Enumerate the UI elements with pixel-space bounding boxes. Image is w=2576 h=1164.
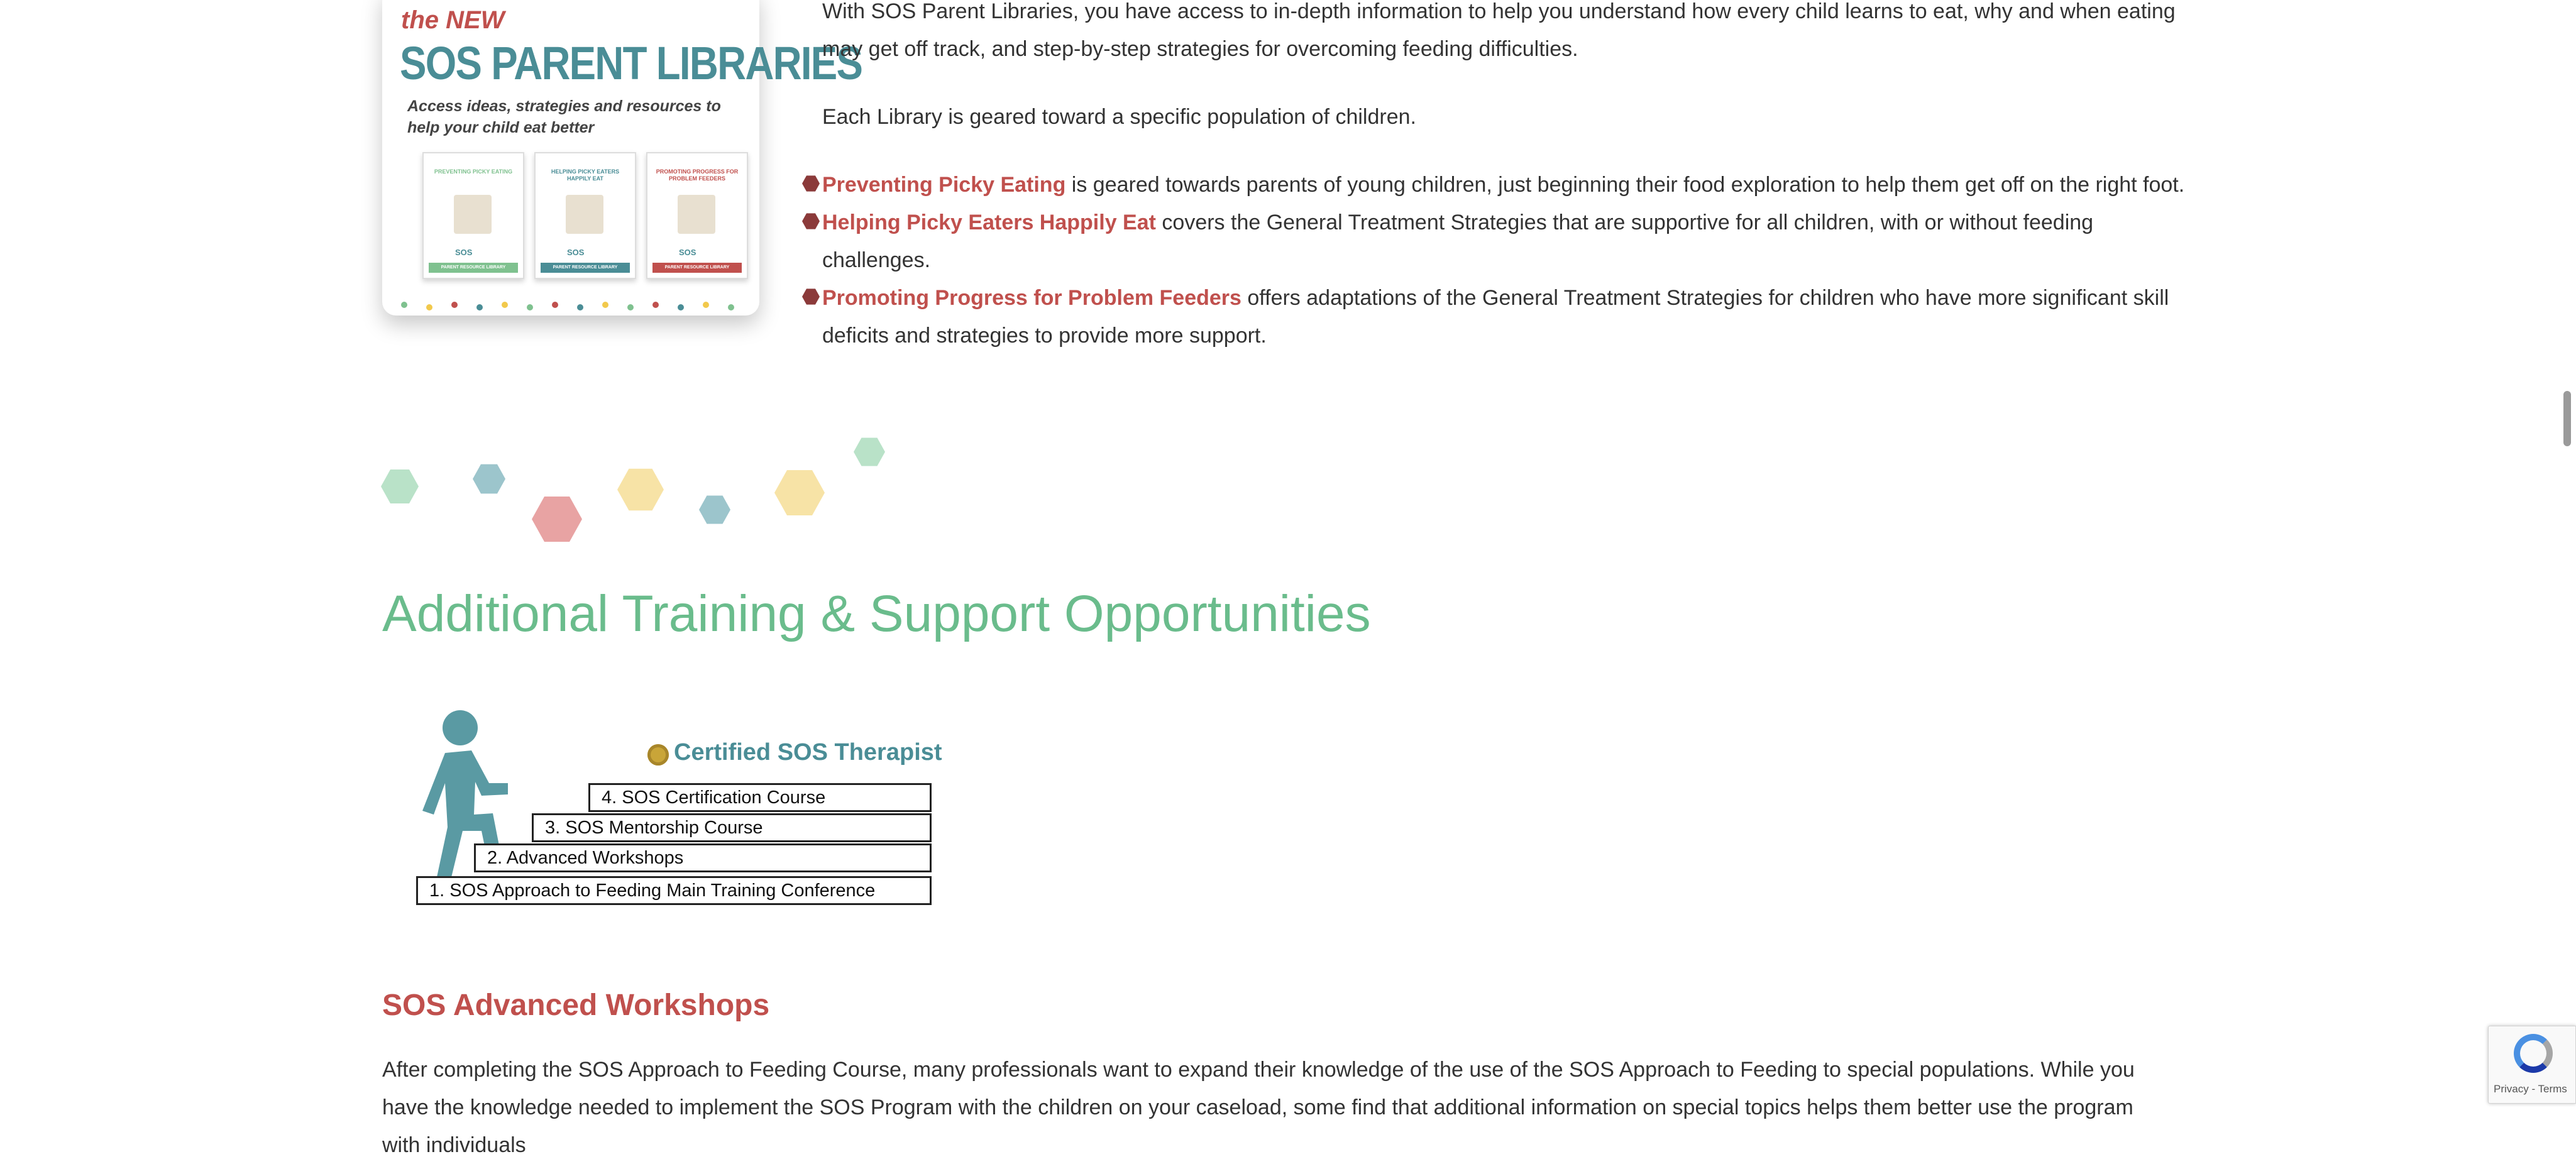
list-item: Preventing Picky Eating is geared towards parents of young children, just beginning their food exploration to help them get off on the right foot.	[802, 166, 2193, 204]
confetti-dot	[476, 304, 483, 310]
workshops-heading: SOS Advanced Workshops	[382, 989, 770, 1022]
confetti-dot	[552, 302, 558, 308]
list-item: Helping Picky Eaters Happily Eat covers the General Treatment Strategies that are supportive for all children, with or without feeding challenges.	[802, 204, 2193, 279]
recaptcha-icon	[2514, 1034, 2553, 1073]
link-helping-picky-eaters[interactable]: Helping Picky Eaters Happily Eat	[822, 211, 1156, 234]
scrollbar-thumb[interactable]	[2563, 391, 2571, 446]
libraries-geared: Each Library is geared toward a specific population of children.	[822, 105, 1416, 129]
workshops-body: After completing the SOS Approach to Feeding Course, many professionals want to expand their knowledge of the use of the SOS Approach to Feeding to special populations. While you have the knowledge needed to implement the SOS Program with the children on your caseload, some find that additional information on special topics helps them better use the program with individuals	[382, 1058, 2135, 1157]
card-the-new: the NEW	[401, 6, 505, 34]
step-mentorship-course: 3. SOS Mentorship Course	[532, 813, 932, 842]
medal-icon	[647, 744, 669, 766]
confetti-dot	[627, 304, 634, 310]
step-advanced-workshops: 2. Advanced Workshops	[474, 843, 932, 872]
libraries-list	[802, 166, 2193, 354]
confetti-dot	[678, 304, 684, 310]
libraries-intro: With SOS Parent Libraries, you have access to in-depth information to help you understand how every child learns to eat, why and when eating may get off track, and step-by-step strategies for overcoming feeding difficulties.	[822, 0, 2176, 61]
book-cover-preventing: PREVENTING PICKY EATING SOS PARENT RESOURCE LIBRARY	[422, 152, 524, 279]
certified-therapist-label: Certified SOS Therapist	[674, 739, 942, 766]
card-title: SOS PARENT LIBRARIES	[400, 37, 862, 89]
confetti-dot	[502, 302, 508, 308]
confetti-dot	[728, 304, 734, 310]
hexagon-icon	[699, 494, 730, 525]
list-item: Promoting Progress for Problem Feeders offers adaptations of the General Treatment Strategies for children who have more significant skill deficits and strategies to provide more support.	[802, 279, 2193, 354]
hexagon-icon	[473, 463, 505, 495]
parent-libraries-image	[382, 0, 862, 316]
step-main-training-conference: 1. SOS Approach to Feeding Main Training Conference	[416, 876, 932, 905]
decorative-hexagons	[377, 434, 893, 553]
child-photo-icon	[566, 195, 603, 234]
recaptcha-badge[interactable]	[2488, 1026, 2576, 1104]
hexagon-icon	[532, 494, 582, 544]
confetti-dot	[527, 304, 533, 310]
confetti-dot	[401, 302, 407, 308]
link-preventing-picky-eating[interactable]: Preventing Picky Eating	[822, 173, 1066, 197]
step-certification-course: 4. SOS Certification Course	[588, 783, 932, 812]
hexagon-icon	[381, 468, 419, 505]
card-subtitle: Access ideas, strategies and resources to help your child eat better	[407, 97, 721, 136]
section-heading: Additional Training & Support Opportunities	[382, 585, 1371, 642]
hexagon-icon	[854, 436, 885, 468]
confetti-dot	[652, 302, 659, 308]
confetti-dot	[577, 304, 583, 310]
hexagon-icon	[774, 468, 825, 518]
link-promoting-progress[interactable]: Promoting Progress for Problem Feeders	[822, 286, 1241, 310]
book-cover-helping: HELPING PICKY EATERS HAPPILY EAT SOS PARENT RESOURCE LIBRARY	[534, 152, 636, 279]
confetti-dot	[602, 302, 608, 308]
child-photo-icon	[454, 195, 492, 234]
confetti-dot	[703, 302, 709, 308]
recaptcha-privacy-terms[interactable]: Privacy - Terms	[2494, 1083, 2567, 1095]
confetti-dot	[451, 302, 458, 308]
hexagon-icon	[617, 466, 664, 513]
confetti-dot	[426, 304, 432, 310]
child-photo-icon	[678, 195, 715, 234]
book-cover-promoting: PROMOTING PROGRESS FOR PROBLEM FEEDERS SOS PARENT RESOURCE LIBRARY	[646, 152, 748, 279]
